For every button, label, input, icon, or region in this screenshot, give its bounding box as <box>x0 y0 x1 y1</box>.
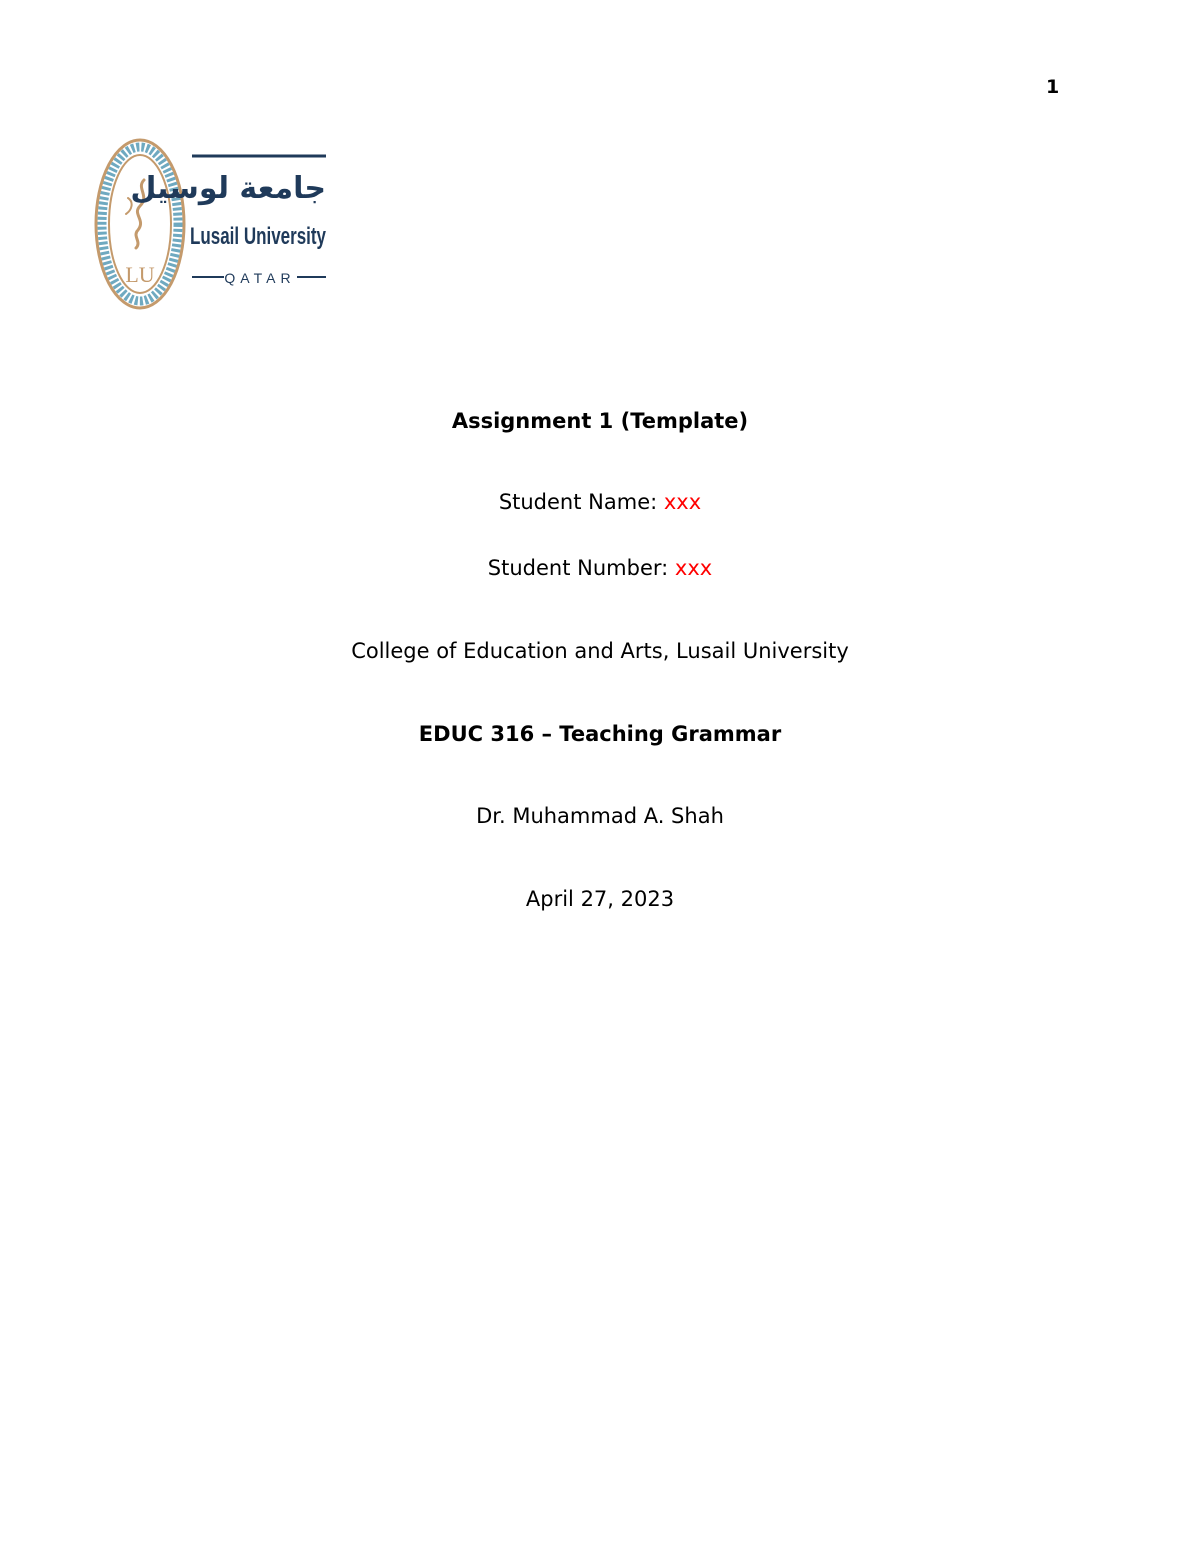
submission-date: April 27, 2023 <box>525 887 675 911</box>
student-name-label: Student Name: <box>498 490 658 514</box>
university-logo-graphic <box>92 136 332 312</box>
course-title: EDUC 316 – Teaching Grammar <box>418 722 782 746</box>
student-number-value: xxx <box>674 556 713 580</box>
arabic-name: جامعة لوسيل <box>130 171 326 206</box>
seal-monogram: LU <box>125 262 155 287</box>
student-number-label: Student Number: <box>487 556 669 580</box>
student-number-line <box>0 555 1200 581</box>
university-logo <box>92 136 332 312</box>
page-number: 1 <box>1046 76 1060 98</box>
english-name: Lusail University <box>190 223 327 250</box>
student-name-value: xxx <box>663 490 702 514</box>
instructor-name: Dr. Muhammad A. Shah <box>476 804 724 828</box>
college-line: College of Education and Arts, Lusail University <box>351 639 849 663</box>
student-name-line <box>0 489 1200 515</box>
assignment-title: Assignment 1 (Template) <box>451 409 749 433</box>
country-name: QATAR <box>224 270 296 286</box>
